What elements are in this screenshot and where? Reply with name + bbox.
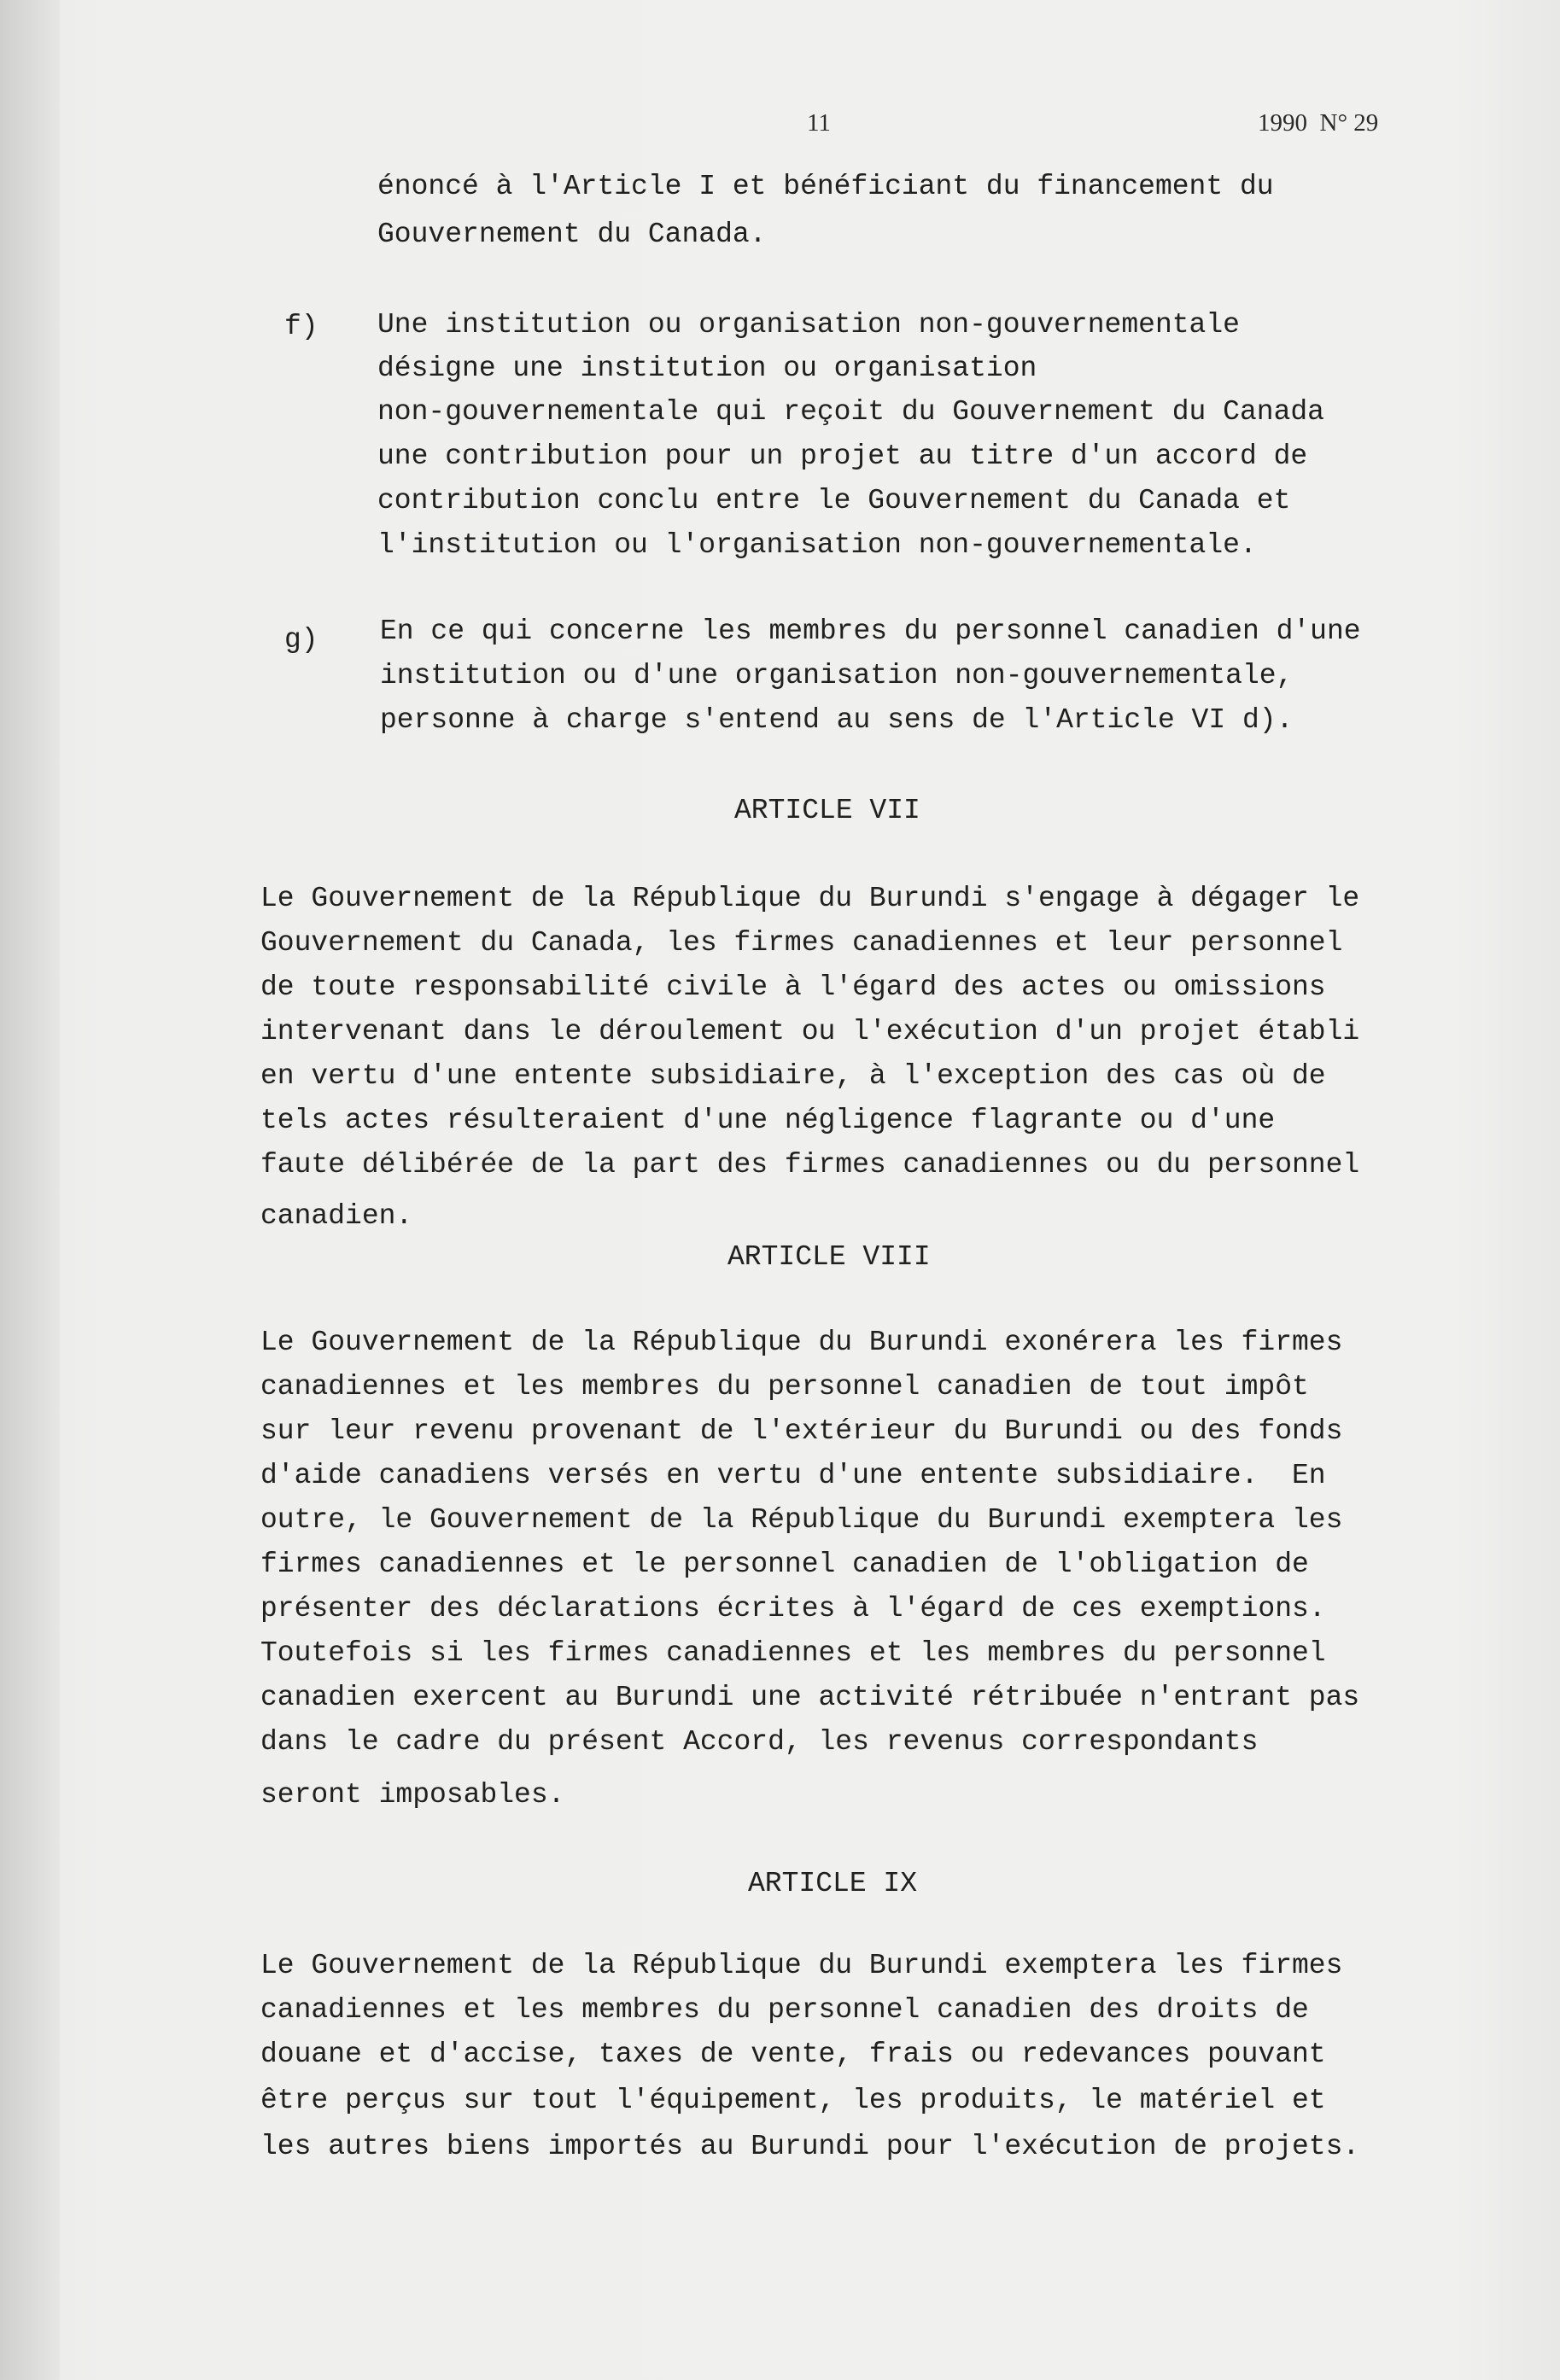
text-line: Toutefois si les firmes canadiennes et les membres du personnel bbox=[260, 1637, 1326, 1669]
text-line: d'aide canadiens versés en vertu d'une entente subsidiaire. En bbox=[260, 1460, 1326, 1491]
text-line: firmes canadiennes et le personnel canadien de l'obligation de bbox=[260, 1549, 1309, 1580]
text-line: intervenant dans le déroulement ou l'exécution d'un projet établi bbox=[260, 1016, 1360, 1047]
text-line: contribution conclu entre le Gouvernement du Canada et bbox=[377, 485, 1291, 516]
text-line: désigne une institution ou organisation bbox=[377, 353, 1037, 384]
page-number: 11 bbox=[807, 109, 831, 137]
text-line: douane et d'accise, taxes de vente, frais ou redevances pouvant bbox=[260, 2039, 1326, 2070]
binding-gutter bbox=[0, 0, 60, 2380]
text-line: Le Gouvernement de la République du Burundi exemptera les firmes bbox=[260, 1950, 1343, 1981]
item-label-f: f) bbox=[284, 311, 318, 342]
article-vii-heading: ARTICLE VII bbox=[734, 795, 920, 826]
text-line: canadien exercent au Burundi une activité rétribuée n'entrant pas bbox=[260, 1682, 1360, 1713]
text-line: personne à charge s'entend au sens de l'Article VI d). bbox=[380, 704, 1294, 736]
text-line: être perçus sur tout l'équipement, les produits, le matériel et bbox=[260, 2085, 1326, 2116]
text-line: Le Gouvernement de la République du Burundi s'engage à dégager le bbox=[260, 883, 1360, 914]
article-viii-heading: ARTICLE VIII bbox=[727, 1241, 931, 1273]
text-line: tels actes résulteraient d'une négligence flagrante ou d'une bbox=[260, 1105, 1276, 1136]
text-line: présenter des déclarations écrites à l'égard de ces exemptions. bbox=[260, 1593, 1326, 1625]
text-line: canadiennes et les membres du personnel canadien des droits de bbox=[260, 1994, 1309, 2026]
text-line: faute délibérée de la part des firmes canadiennes ou du personnel bbox=[260, 1149, 1360, 1181]
text-line: Le Gouvernement de la République du Burundi exonérera les firmes bbox=[260, 1327, 1343, 1358]
text-line: seront imposables. bbox=[260, 1779, 565, 1811]
text-line: Gouvernement du Canada, les firmes canadiennes et leur personnel bbox=[260, 927, 1343, 959]
document-reference: 1990 N° 29 bbox=[1258, 109, 1379, 137]
article-ix-heading: ARTICLE IX bbox=[748, 1868, 918, 1899]
text-line: les autres biens importés au Burundi pour l'exécution de projets. bbox=[260, 2131, 1360, 2162]
text-line: sur leur revenu provenant de l'extérieur du Burundi ou des fonds bbox=[260, 1415, 1343, 1447]
text-line: énoncé à l'Article I et bénéficiant du financement du bbox=[377, 171, 1274, 202]
text-line: de toute responsabilité civile à l'égard des actes ou omissions bbox=[260, 971, 1326, 1003]
text-line: outre, le Gouvernement de la République du Burundi exemptera les bbox=[260, 1504, 1343, 1536]
text-line: en vertu d'une entente subsidiaire, à l'exception des cas où de bbox=[260, 1060, 1326, 1092]
text-line: une contribution pour un projet au titre d'un accord de bbox=[377, 440, 1308, 472]
text-line: non-gouvernementale qui reçoit du Gouvernement du Canada bbox=[377, 396, 1324, 428]
text-line: En ce qui concerne les membres du personnel canadien d'une bbox=[380, 615, 1361, 647]
text-line: dans le cadre du présent Accord, les revenus correspondants bbox=[260, 1726, 1259, 1758]
item-label-g: g) bbox=[284, 624, 318, 656]
text-line: institution ou d'une organisation non-gouvernementale, bbox=[380, 660, 1294, 691]
text-line: l'institution ou l'organisation non-gouvernementale. bbox=[377, 529, 1257, 561]
text-line: canadiennes et les membres du personnel canadien de tout impôt bbox=[260, 1371, 1309, 1403]
text-line: Une institution ou organisation non-gouvernementale bbox=[377, 309, 1240, 341]
text-line: canadien. bbox=[260, 1200, 413, 1232]
text-line: Gouvernement du Canada. bbox=[377, 219, 767, 250]
